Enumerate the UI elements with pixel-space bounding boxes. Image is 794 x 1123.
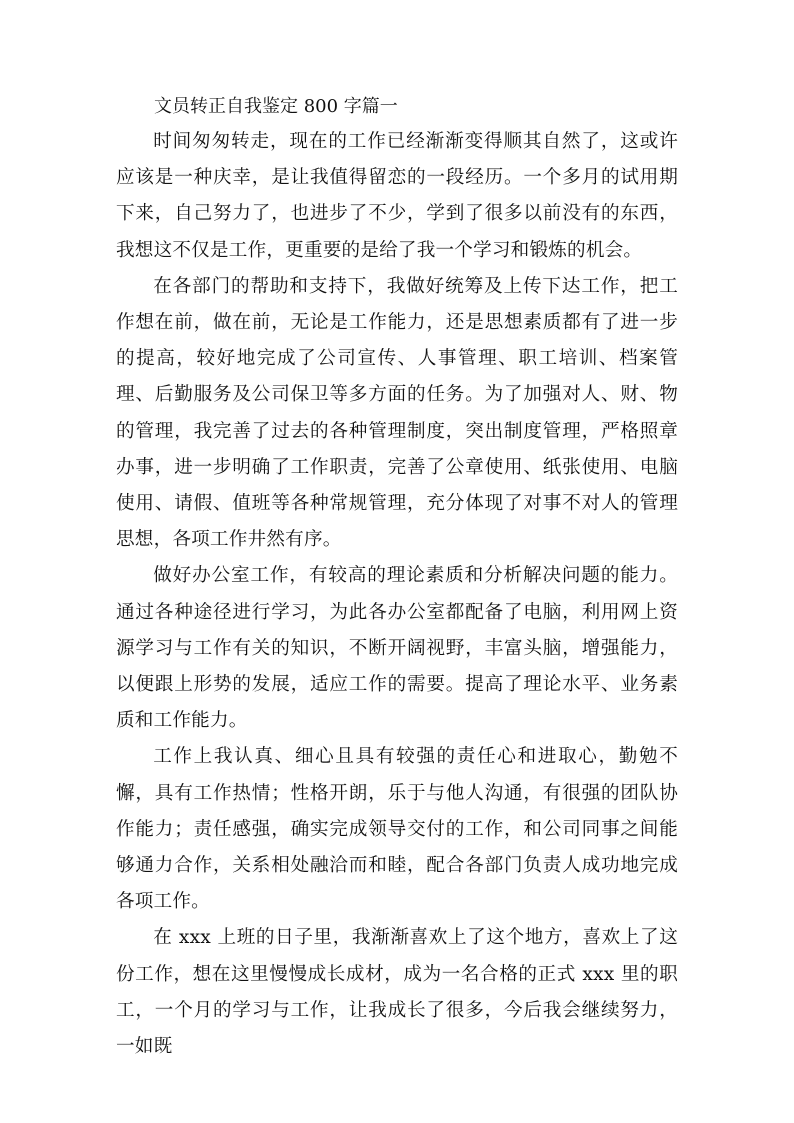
paragraph-3: 做好办公室工作，有较高的理论素质和分析解决问题的能力。通过各种途径进行学习，为此各办公室都配备了电脑，利用网上资源学习与工作有关的知识，不断开阔视野，丰富头脑，增强能力，以便跟上形势的发展，适应工作的需要。提高了理论水平、业务素质和工作能力。	[116, 565, 678, 732]
document-page	[116, 90, 678, 1065]
document-title: 文员转正自我鉴定 800 字篇一	[154, 96, 398, 117]
paragraph-2: 在各部门的帮助和支持下，我做好统筹及上传下达工作，把工作想在前，做在前，无论是工作能力，还是思想素质都有了进一步的提高，较好地完成了公司宣传、人事管理、职工培训、档案管理、后勤服务及公司保卫等多方面的任务。为了加强对人、财、物的管理，我完善了过去的各种管理制度，突出制度管理，严格照章办事，进一步明确了工作职责，完善了公章使用、纸张使用、电脑使用、请假、值班等各种常规管理，充分体现了对事不对人的管理思想，各项工作井然有序。	[116, 275, 678, 551]
paragraph-1: 时间匆匆转走，现在的工作已经渐渐变得顺其自然了，这或许应该是一种庆幸，是让我值得留恋的一段经历。一个多月的试用期下来，自己努力了，也进步了不少，学到了很多以前没有的东西，我想这不仅是工作，更重要的是给了我一个学习和锻炼的机会。	[116, 131, 678, 261]
paragraph-5: 在 xxx 上班的日子里，我渐渐喜欢上了这个地方，喜欢上了这份工作，想在这里慢慢成长成材，成为一名合格的正式 xxx 里的职工，一个月的学习与工作，让我成长了很多，今后我会继续努力，一如既	[116, 927, 678, 1058]
paragraph-4: 工作上我认真、细心且具有较强的责任心和进取心，勤勉不懈，具有工作热情；性格开朗，乐于与他人沟通，有很强的团队协作能力；责任感强，确实完成领导交付的工作，和公司同事之间能够通力合作，关系相处融洽而和睦，配合各部门负责人成功地完成各项工作。	[116, 746, 678, 913]
